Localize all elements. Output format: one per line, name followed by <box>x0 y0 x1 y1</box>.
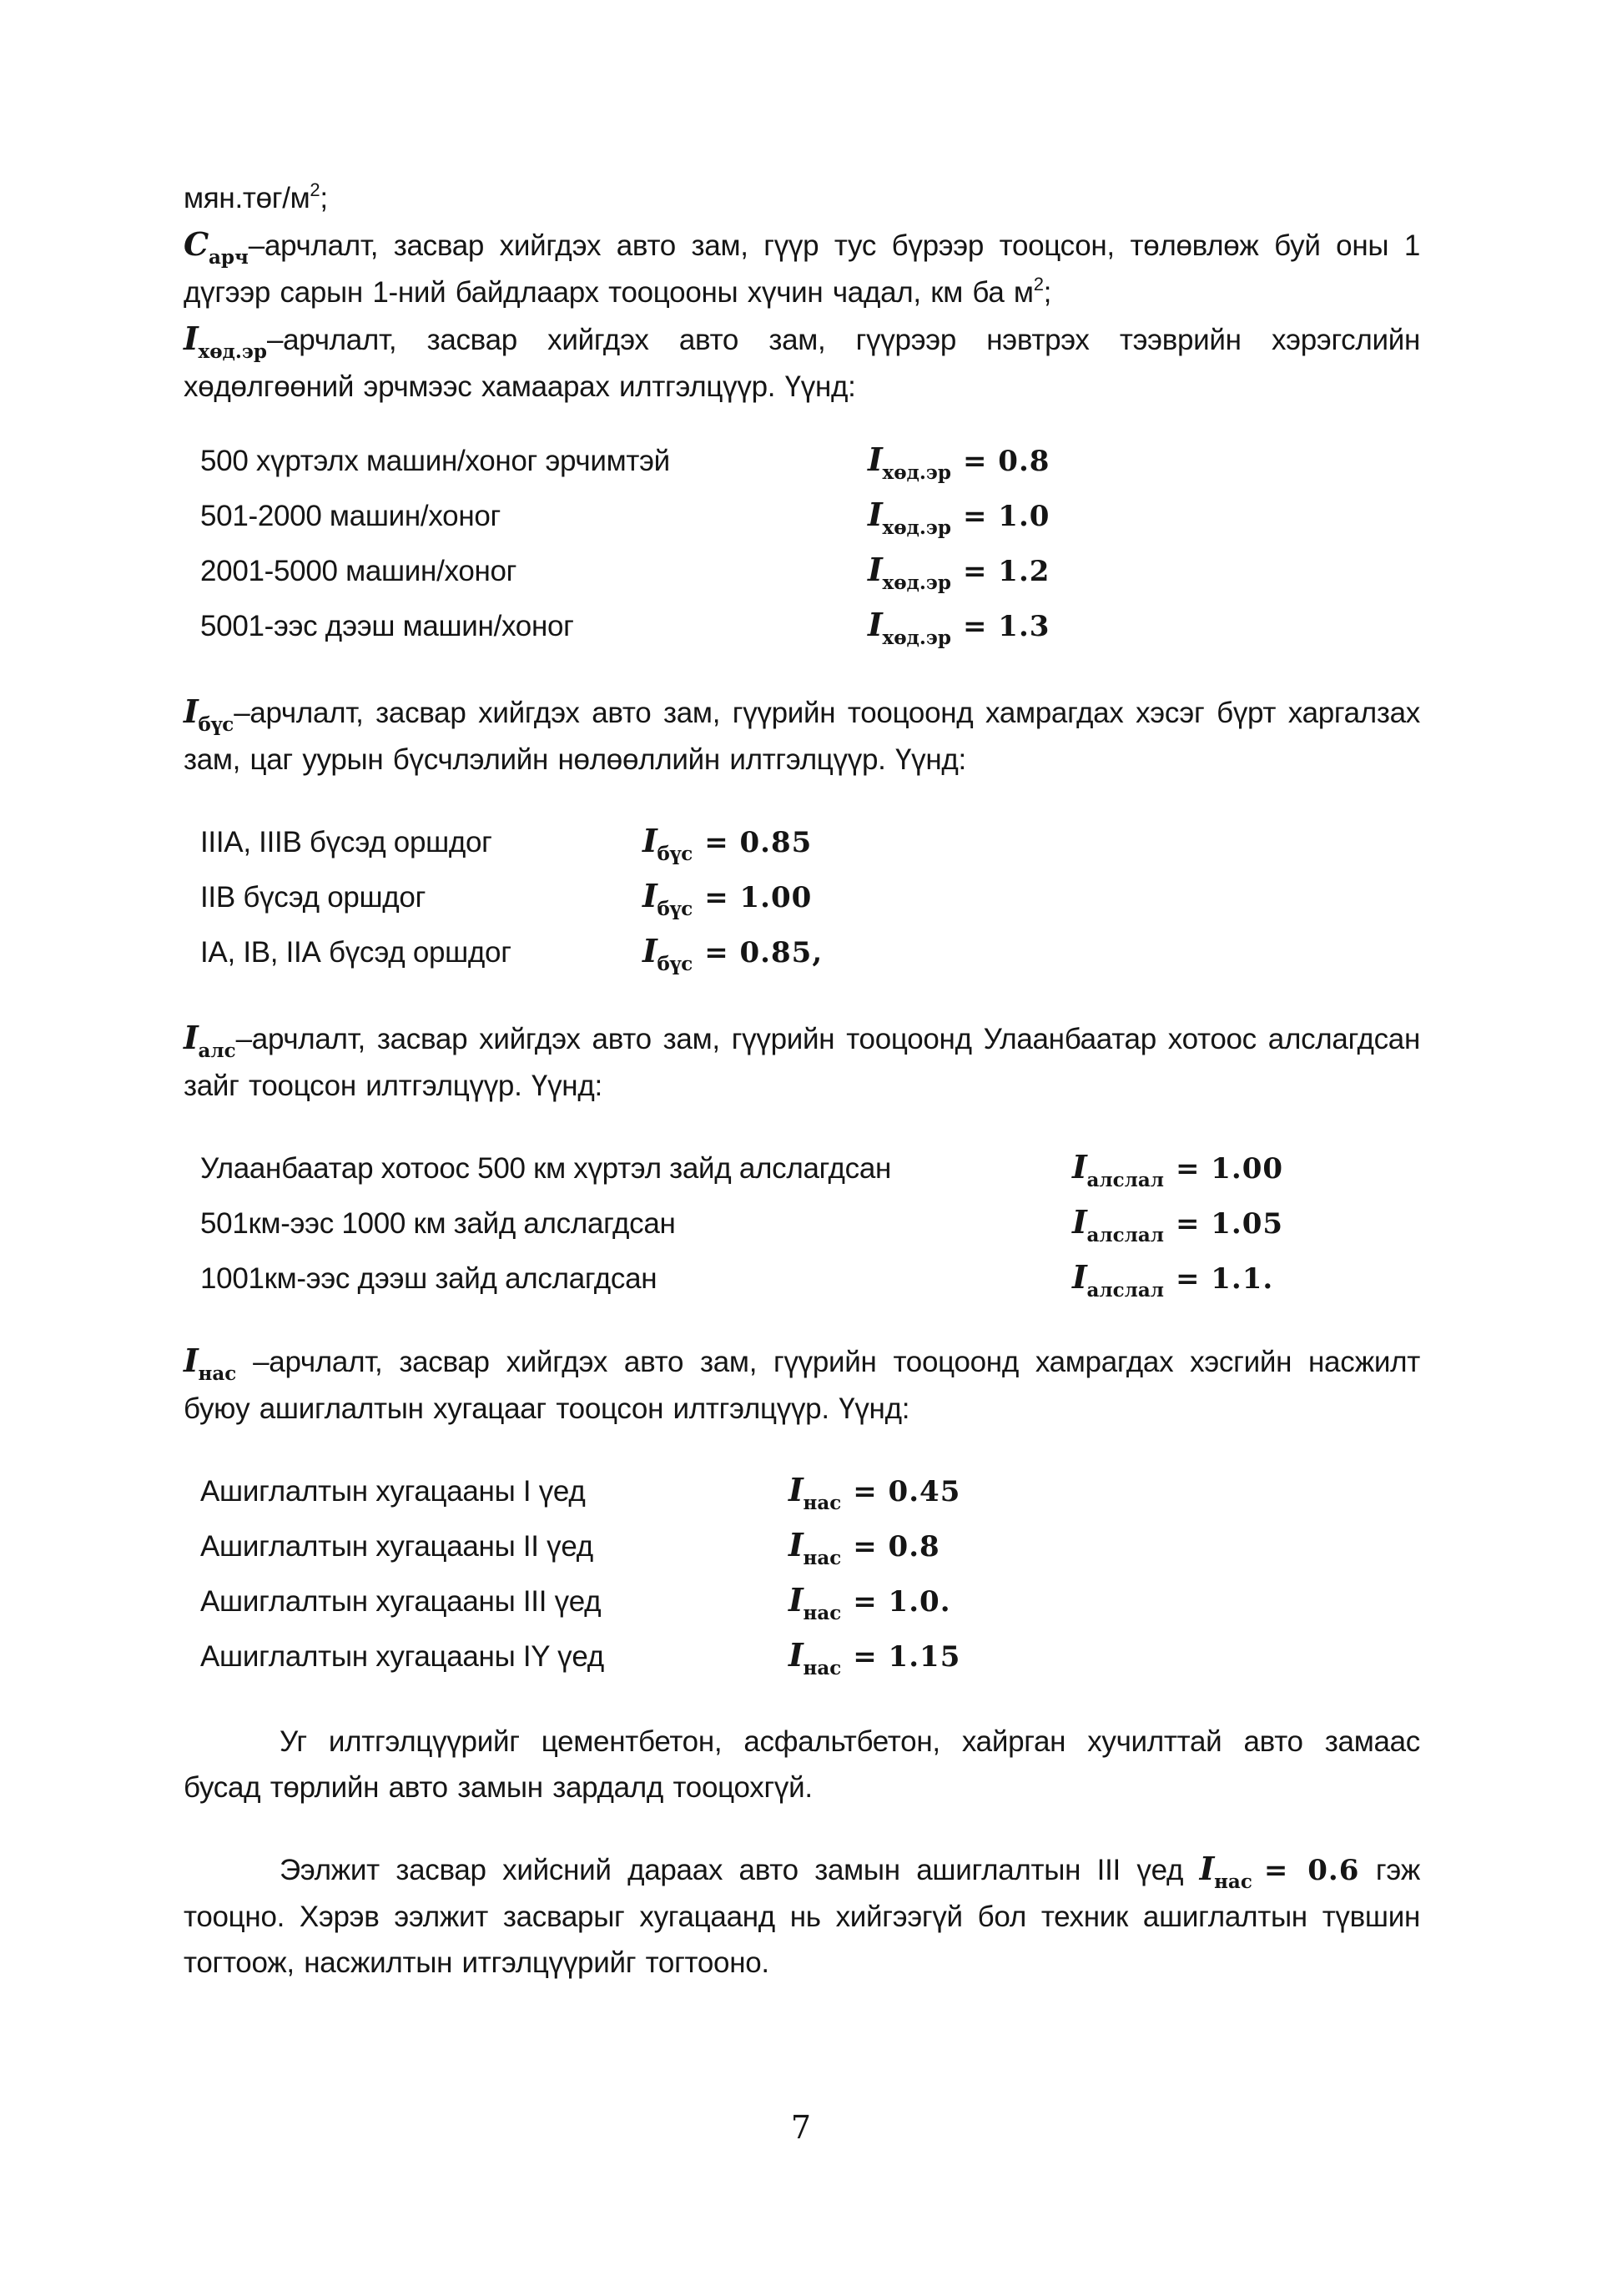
list-item-label: 501-2000 машин/хоног <box>200 500 501 532</box>
paragraph-text: –арчлалт, засвар хийгдэх авто зам, гүүрийн тооцоонд хамрагдах хэсэг бүрт харгалзах зам, цаг уурын бүсчлэлийн нөлөөллийн илтгэлцүүр. Үүнд: <box>184 697 1420 776</box>
list-item-label: Ашиглалтын хугацааны II үед <box>200 1530 593 1563</box>
list-item <box>200 1196 1420 1251</box>
coefficient-value: = 0.45 <box>853 1475 961 1508</box>
math-symbol: I <box>868 496 883 533</box>
math-subscript: алслал <box>1086 1224 1164 1246</box>
list-item-label: Улаанбаатар хотоос 500 км хүртэл зайд алслагдсан <box>200 1152 892 1185</box>
coefficient-formula <box>642 814 812 869</box>
coefficient-value: = 1.0. <box>853 1585 951 1619</box>
coefficient-formula <box>868 598 1050 653</box>
math-subscript: хөд.эр <box>882 461 951 484</box>
formula-i-nas <box>184 1342 237 1385</box>
math-subscript: алслал <box>1086 1279 1164 1302</box>
list-item <box>200 1251 1420 1306</box>
math-subscript: хөд.эр <box>198 340 267 363</box>
paragraph-text: Ээлжит засвар хийсний дараах авто замын ашиглалтын III үед <box>280 1854 1200 1886</box>
coefficient-formula <box>868 543 1050 598</box>
formula-i-hoder <box>184 320 267 363</box>
list-item-label: 2001-5000 машин/хоног <box>200 555 517 587</box>
formula-c-arch <box>184 225 249 269</box>
math-symbol: I <box>1072 1203 1087 1241</box>
formula-i-als <box>184 1019 236 1062</box>
paragraph-i-hoder <box>184 315 1420 410</box>
paragraph-c-arch <box>184 221 1420 315</box>
coefficient-value: = 0.6 <box>1263 1854 1360 1887</box>
list-item <box>200 488 1420 543</box>
math-subscript: арч <box>208 246 249 269</box>
superscript: 2 <box>310 179 320 200</box>
math-subscript: нас <box>803 1547 842 1569</box>
list-item <box>200 598 1420 653</box>
list-item-label: IIВ бүсэд оршдог <box>200 881 426 914</box>
formula-i-nas-inline <box>1199 1850 1360 1893</box>
list-item <box>200 924 1420 979</box>
math-symbol: I <box>788 1581 804 1619</box>
coefficient-value: = 0.85, <box>704 936 824 969</box>
coefficient-formula <box>788 1463 960 1518</box>
math-subscript: нас <box>198 1362 237 1385</box>
list-item <box>200 543 1420 598</box>
page-number: 7 <box>790 2109 812 2146</box>
coefficient-value: = 0.85 <box>704 826 813 859</box>
list-item-label: 500 хүртэлх машин/хоног эрчимтэй <box>200 445 670 477</box>
list-item-label: IIIА, IIIВ бүсэд оршдог <box>200 826 492 858</box>
list-item <box>200 1629 1420 1684</box>
unit-text: мян.төг/м <box>184 182 310 214</box>
paragraph-text: гэж тооцно. Хэрэв ээлжит засварыг хугацаанд нь хийгээгүй бол техник ашиглалтын түвшин тогтоож, насжилтын итгэлцүүрийг тогтооно. <box>184 1854 1421 1979</box>
math-symbol: C <box>184 225 209 263</box>
math-subscript: нас <box>803 1492 842 1514</box>
paragraph-tail: ; <box>1043 276 1052 309</box>
paragraph-i-als <box>184 1015 1420 1109</box>
math-subscript: бүс <box>657 953 693 975</box>
coefficient-formula <box>788 1573 951 1629</box>
coefficient-formula <box>1072 1251 1273 1306</box>
paragraph-i-bus <box>184 688 1420 783</box>
coefficient-formula <box>788 1629 960 1684</box>
math-symbol: I <box>868 551 883 588</box>
math-subscript: бүс <box>657 898 693 920</box>
coefficient-value: = 1.1. <box>1175 1262 1274 1296</box>
math-subscript: нас <box>1214 1871 1252 1893</box>
math-subscript: хөд.эр <box>882 627 951 649</box>
list-item-label: Ашиглалтын хугацааны IY үед <box>200 1640 604 1673</box>
math-symbol: I <box>1072 1148 1087 1186</box>
coefficient-formula <box>868 488 1050 543</box>
paragraph-text: Уг илтгэлцүүрийг цементбетон, асфальтбетон, хайрган хучилттай авто замаас бусад төрлийн авто замын зардалд тооцохгүй. <box>184 1725 1420 1804</box>
list-traffic-intensity <box>184 433 1420 653</box>
math-symbol: I <box>868 606 883 643</box>
paragraph-text: –арчлалт, засвар хийгдэх авто зам, гүүрийн тооцоонд хамрагдах хэсгийн насжилт буюу ашиглалтын хугацааг тооцсон илтгэлцүүр. Үүнд: <box>184 1346 1420 1425</box>
paragraph-periodic-repair <box>184 1845 1420 1986</box>
math-subscript: алслал <box>1086 1169 1164 1191</box>
unit-line <box>184 175 1420 221</box>
paragraph-text: –арчлалт, засвар хийгдэх авто зам, гүүр тус бүрээр тооцсон, төлөвлөж буй оны 1 дүгээр сарын 1-ний байдлаарх тооцооны хүчин чадал, км ба м <box>184 229 1420 309</box>
list-service-period <box>184 1463 1420 1684</box>
paragraph-i-nas <box>184 1337 1420 1432</box>
math-symbol: I <box>788 1526 804 1563</box>
math-symbol: I <box>642 822 657 859</box>
list-item-label: IА, IВ, IIА бүсэд оршдог <box>200 936 511 969</box>
math-symbol: I <box>184 320 199 357</box>
list-distance <box>184 1140 1420 1306</box>
list-item <box>200 869 1420 924</box>
coefficient-formula <box>642 869 812 924</box>
coefficient-value: = 0.8 <box>853 1530 940 1563</box>
list-item-label: Ашиглалтын хугацааны I үед <box>200 1475 586 1508</box>
math-subscript: хөд.эр <box>882 516 951 539</box>
math-symbol: I <box>1072 1258 1087 1296</box>
coefficient-formula <box>868 433 1050 488</box>
coefficient-value: = 1.15 <box>853 1640 961 1674</box>
coefficient-value: = 1.05 <box>1175 1207 1284 1241</box>
math-subscript: алс <box>198 1040 236 1062</box>
math-symbol: I <box>184 692 199 730</box>
paragraph-text: –арчлалт, засвар хийгдэх авто зам, гүүрээр нэвтрэх тээврийн хэрэгслийн хөдөлгөөний эрчмээс хамаарах илтгэлцүүр. Үүнд: <box>184 324 1420 403</box>
coefficient-value: = 1.2 <box>962 555 1050 588</box>
list-item <box>200 814 1420 869</box>
math-subscript: бүс <box>198 713 234 736</box>
math-symbol: I <box>642 877 657 914</box>
coefficient-value: = 1.0 <box>962 500 1050 533</box>
list-item-label: 501км-ээс 1000 км зайд алслагдсан <box>200 1207 676 1240</box>
paragraph-exclusion <box>184 1719 1420 1810</box>
math-subscript: бүс <box>657 843 693 865</box>
coefficient-formula <box>642 924 823 979</box>
list-item <box>200 1140 1420 1196</box>
math-subscript: нас <box>803 1657 842 1679</box>
list-climate-zones <box>184 814 1420 979</box>
list-item <box>200 1463 1420 1518</box>
formula-i-bus <box>184 692 234 736</box>
coefficient-value: = 1.3 <box>962 610 1050 643</box>
list-item <box>200 1573 1420 1629</box>
math-symbol: I <box>1199 1850 1215 1887</box>
list-item <box>200 433 1420 488</box>
superscript: 2 <box>1033 274 1044 295</box>
list-item-label: 1001км-ээс дээш зайд алслагдсан <box>200 1262 657 1295</box>
math-subscript: хөд.эр <box>882 571 951 594</box>
unit-tail: ; <box>320 182 328 214</box>
coefficient-value: = 1.00 <box>1175 1152 1284 1186</box>
math-symbol: I <box>788 1636 804 1674</box>
coefficient-formula <box>788 1518 940 1573</box>
paragraph-text: –арчлалт, засвар хийгдэх авто зам, гүүрийн тооцоонд Улаанбаатар хотоос алслагдсан зайг тооцсон илтгэлцүүр. Үүнд: <box>184 1023 1420 1102</box>
math-symbol: I <box>788 1471 804 1508</box>
math-symbol: I <box>184 1019 199 1056</box>
math-subscript: нас <box>803 1602 842 1624</box>
coefficient-formula <box>1072 1140 1283 1196</box>
list-item-label: 5001-ээс дээш машин/хоног <box>200 610 574 642</box>
coefficient-value: = 1.00 <box>704 881 813 914</box>
list-item-label: Ашиглалтын хугацааны III үед <box>200 1585 602 1618</box>
math-symbol: I <box>184 1342 199 1379</box>
math-symbol: I <box>642 932 657 969</box>
coefficient-value: = 0.8 <box>962 445 1050 478</box>
list-item <box>200 1518 1420 1573</box>
coefficient-formula <box>1072 1196 1283 1251</box>
math-symbol: I <box>868 441 883 478</box>
